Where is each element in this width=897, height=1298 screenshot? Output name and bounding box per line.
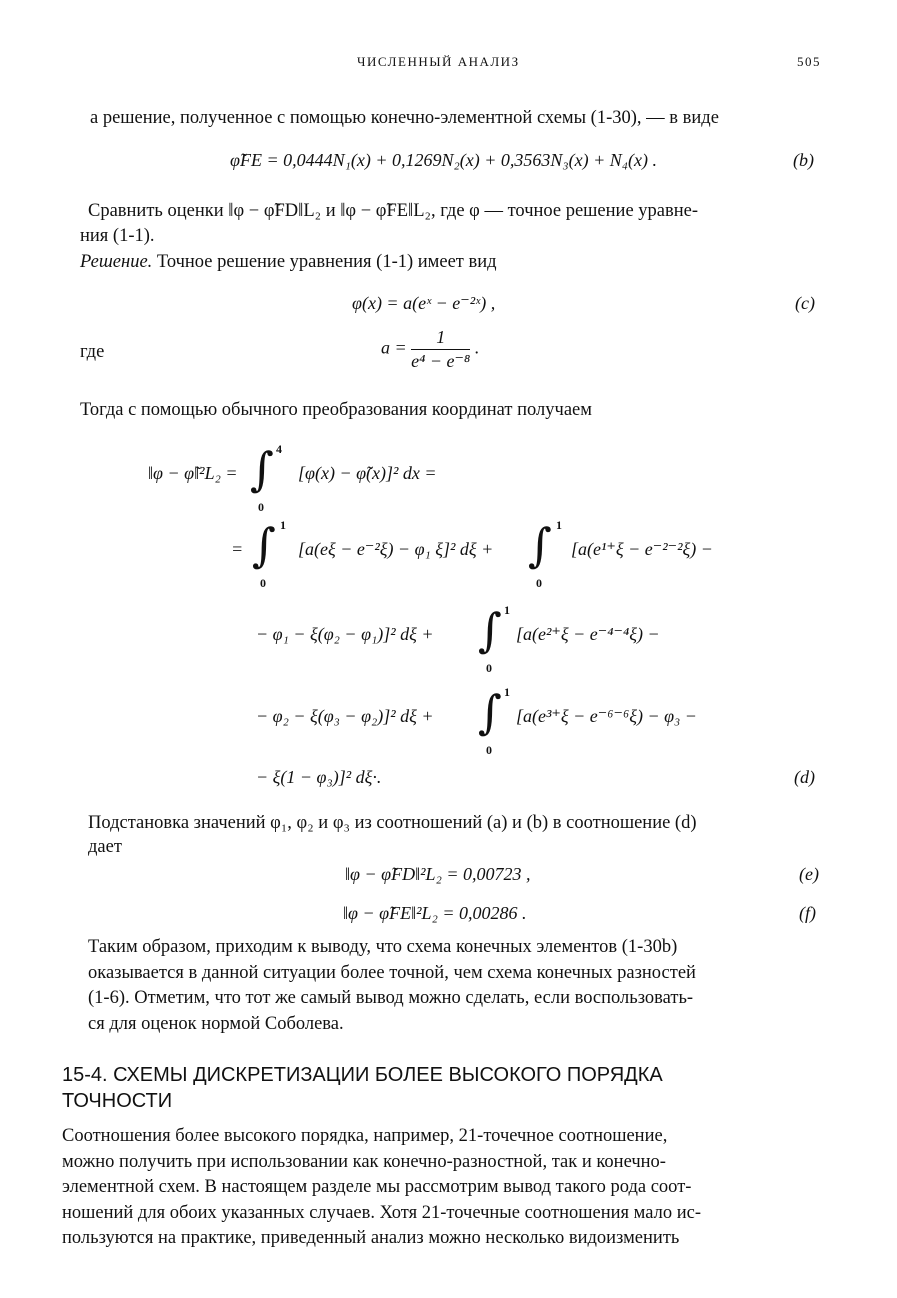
equation-d-row-4b: [a(e³⁺ξ − e⁻⁶⁻⁶ξ) − φ₃ −: [516, 706, 697, 726]
a-definition: [381, 327, 479, 372]
equation-b: φ̃FE = 0,0444N₁(x) + 0,1269N₂(x) + 0,3563N₃(x) + N₄(x) .: [230, 150, 657, 170]
equation-d-row-2-eq: =: [231, 539, 244, 559]
equation-f: ‖φ − φ̃FE‖²L₂ = 0,00286 .: [343, 903, 527, 923]
subst-line-1: Подстановка значений φ₁, φ₂ и φ₃ из соотношений (a) и (b) в соотношение (d): [88, 813, 697, 833]
running-title: ЧИСЛЕННЫЙ АНАЛИЗ: [357, 54, 520, 69]
integral-2-lower: 0: [260, 576, 266, 590]
integral-4-lower: 0: [486, 661, 492, 675]
integral-5-lower: 0: [486, 743, 492, 757]
equation-d-row-3a: − φ₁ − ξ(φ₂ − φ₁)]² dξ +: [256, 624, 434, 644]
subst-line-2: дает: [88, 837, 122, 857]
page-number: 505: [797, 54, 821, 69]
solution-text: Точное решение уравнения (1-1) имеет вид: [152, 252, 497, 272]
final-line: Соотношения более высокого порядка, например, 21-точечное соотношение,: [62, 1126, 668, 1146]
conclusion-paragraph: [88, 935, 825, 1037]
equation-d-row-4a: − φ₂ − ξ(φ₃ − φ₂)]² dξ +: [256, 706, 434, 726]
equation-d-row-2b: [a(e¹⁺ξ − e⁻²⁻²ξ) −: [571, 539, 713, 559]
equation-d-tag: (d): [794, 767, 815, 787]
equation-d-row-1: [φ(x) − φ̃(x)]² dx =: [298, 463, 437, 483]
norm-lhs: ‖φ − φ̃‖²L₂ =: [148, 463, 238, 483]
integral-1-lower: 0: [258, 500, 264, 514]
integral-1: ∫: [250, 442, 274, 496]
a-fraction: [411, 327, 470, 372]
integral-4-upper: 1: [504, 603, 510, 617]
a-trail: .: [474, 337, 480, 358]
final-line: элементной схем. В настоящем разделе мы рассмотрим вывод такого рода соот-: [62, 1177, 692, 1197]
equation-c-tag: (c): [795, 293, 815, 313]
then-line: Тогда с помощью обычного преобразования координат получаем: [80, 400, 592, 420]
section-heading-line-2: ТОЧНОСТИ: [62, 1090, 173, 1112]
equation-b-tag: (b): [793, 150, 814, 170]
integral-2-upper: 1: [280, 518, 286, 532]
equation-d-row-3b: [a(e²⁺ξ − e⁻⁴⁻⁴ξ) −: [516, 624, 660, 644]
intro-line: а решение, полученное с помощью конечно-элементной схемы (1-30), — в виде: [90, 108, 719, 128]
integral-5: ∫: [478, 685, 502, 739]
compare-line-1: Сравнить оценки ‖φ − φ̃FD‖L₂ и ‖φ − φ̃FE‖L₂, где φ — точное решение уравне-: [88, 201, 698, 221]
conclusion-line: (1-6). Отметим, что тот же самый вывод можно сделать, если воспользовать-: [88, 988, 694, 1008]
integral-3-upper: 1: [556, 518, 562, 532]
equation-e-tag: (e): [799, 864, 819, 884]
final-paragraph: [62, 1124, 825, 1252]
integral-2: ∫: [252, 518, 276, 572]
a-numerator: 1: [411, 327, 470, 350]
a-lhs: a =: [381, 337, 407, 358]
integral-5-upper: 1: [504, 685, 510, 699]
final-line: ношений для обоих указанных случаев. Хотя 21-точечные соотношения мало ис-: [62, 1202, 701, 1223]
solution-line: [80, 252, 497, 273]
a-denominator: e⁴ − e⁻⁸: [411, 351, 471, 371]
equation-e: ‖φ − φ̃FD‖²L₂ = 0,00723 ,: [345, 864, 531, 884]
integral-3-lower: 0: [536, 576, 542, 590]
final-line: можно получить при использовании как конечно-разностной, так и конечно-: [62, 1151, 666, 1172]
final-line: пользуются на практике, приведенный анализ можно несколько видоизменить: [62, 1228, 680, 1248]
equation-f-tag: (f): [799, 903, 816, 923]
where-word: где: [80, 342, 105, 362]
conclusion-line: ся для оценок нормой Соболева.: [88, 1013, 344, 1034]
conclusion-line: Таким образом, приходим к выводу, что схема конечных элементов (1-30b): [88, 937, 678, 957]
equation-c: φ(x) = a(eˣ − e⁻²ˣ) ,: [352, 293, 496, 313]
integral-1-upper: 4: [276, 442, 282, 456]
integral-4: ∫: [478, 603, 502, 657]
solution-label: Решение.: [80, 252, 153, 272]
compare-line-2: ния (1-1).: [80, 226, 155, 246]
conclusion-line: оказывается в данной ситуации более точной, чем схема конечных разностей: [88, 962, 696, 983]
integral-3: ∫: [528, 518, 552, 572]
section-heading-line-1: 15-4. СХЕМЫ ДИСКРЕТИЗАЦИИ БОЛЕЕ ВЫСОКОГО ПОРЯДКА: [62, 1064, 663, 1086]
equation-d-row-2a: [a(eξ − e⁻²ξ) − φ₁ ξ]² dξ +: [298, 539, 494, 559]
equation-d-row-5: − ξ(1 − φ₃)]² dξ·.: [256, 767, 382, 787]
